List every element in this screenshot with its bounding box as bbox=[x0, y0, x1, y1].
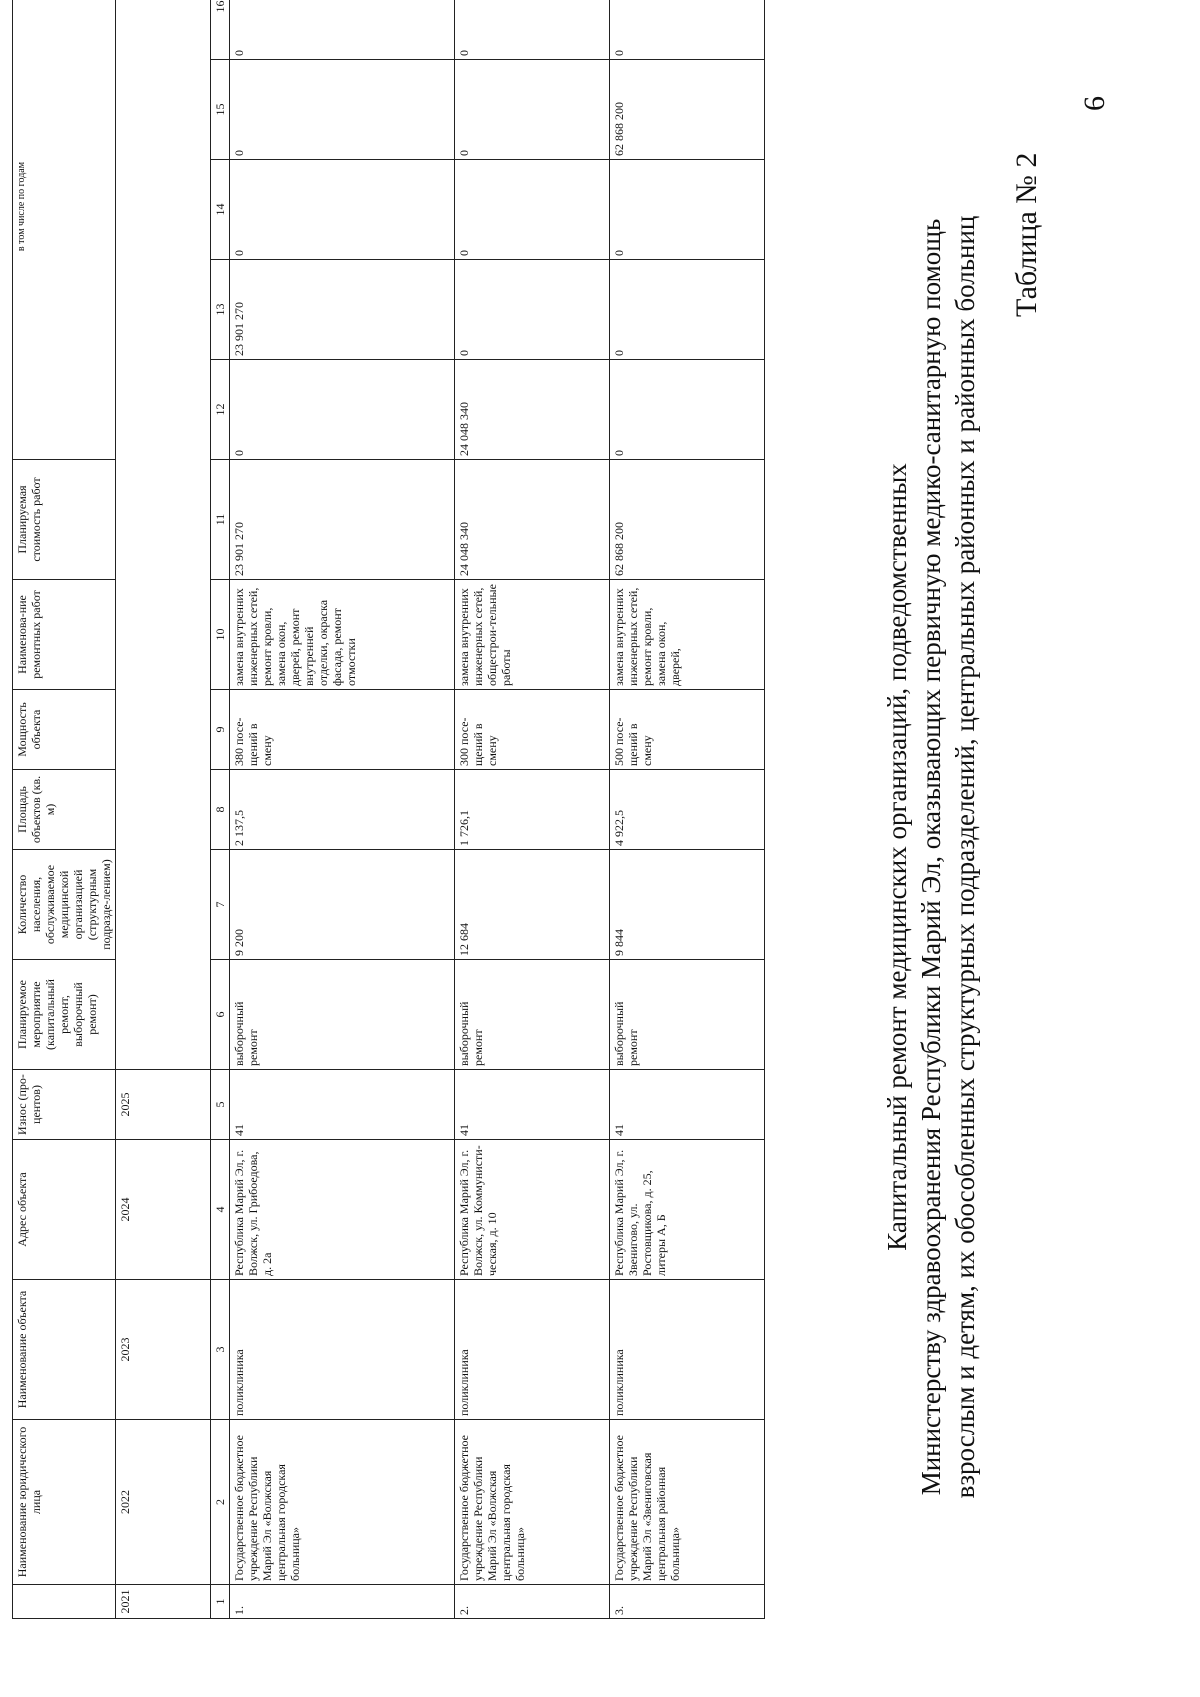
header-col7: Количество населения, обслуживаемое медицинской организацией (структурным подразде-лением) bbox=[13, 850, 116, 960]
page-number: 6 bbox=[1078, 96, 1111, 111]
cell-address: Республика Марий Эл, г. Волжск, ул. Коммунисти-ческая, д. 10 bbox=[455, 1140, 610, 1280]
title-line-1: Капитальный ремонт медицинских организаций, подведомственных bbox=[882, 463, 912, 1251]
column-number: 6 bbox=[211, 960, 230, 1070]
column-number: 11 bbox=[211, 460, 230, 580]
column-number-row bbox=[211, 0, 230, 1619]
header-col2: Наименование юридического лица bbox=[13, 1420, 116, 1585]
cell-wear: 41 bbox=[230, 1070, 455, 1140]
cell-y2023: 0 bbox=[610, 160, 765, 260]
cell-entity: Государственное бюджетное учреждение Республики Марий Эл «Волжская центральная городская больница» bbox=[230, 1420, 455, 1585]
table-row bbox=[230, 0, 455, 1619]
cell-capacity: 300 посе-щений в смену bbox=[455, 690, 610, 770]
cell-y2022: 23 901 270 bbox=[230, 260, 455, 360]
cell-y2025: 0 bbox=[230, 0, 455, 60]
cell-population: 12 684 bbox=[455, 850, 610, 960]
cell-y2022: 0 bbox=[455, 260, 610, 360]
title-line-3: взрослым и детям, их обособленных структурных подразделений, центральных районных и районных больниц bbox=[950, 215, 980, 1499]
column-number: 5 bbox=[211, 1070, 230, 1140]
document-title bbox=[880, 137, 982, 1577]
cell-works: замена внутренних инженерных сетей, ремонт кровли, замена окон, дверей, bbox=[610, 580, 765, 690]
header-year-2021: 2021 bbox=[116, 1585, 211, 1619]
column-number: 13 bbox=[211, 260, 230, 360]
cell-y2022: 0 bbox=[610, 260, 765, 360]
cell-y2023: 0 bbox=[230, 160, 455, 260]
cell-object: поликлиника bbox=[455, 1280, 610, 1420]
header-col5: Износ (про-центов) bbox=[13, 1070, 116, 1140]
header-year-2023: 2023 bbox=[116, 1280, 211, 1420]
header-year-2022: 2022 bbox=[116, 1420, 211, 1585]
column-number: 10 bbox=[211, 580, 230, 690]
header-col4: Адрес объекта bbox=[13, 1140, 116, 1280]
column-number: 12 bbox=[211, 360, 230, 460]
cell-y2021: 24 048 340 bbox=[455, 360, 610, 460]
cell-area: 4 922,5 bbox=[610, 770, 765, 850]
cell-y2021: 0 bbox=[230, 360, 455, 460]
cell-wear: 41 bbox=[455, 1070, 610, 1140]
header-col3: Наименование объекта bbox=[13, 1280, 116, 1420]
cell-capacity: 380 посе-щений в смену bbox=[230, 690, 455, 770]
column-number: 15 bbox=[211, 60, 230, 160]
header-col1 bbox=[13, 1585, 116, 1619]
cell-measure: выборочный ремонт bbox=[230, 960, 455, 1070]
cell-works: замена внутренних инженерных сетей, общестрои-тельные работы bbox=[455, 580, 610, 690]
header-col10: Наименова-ние ремонтных работ bbox=[13, 580, 116, 690]
cell-y2024: 62 868 200 bbox=[610, 60, 765, 160]
cell-n: 3. bbox=[610, 1585, 765, 1619]
header-col11: Планируемая стоимость работ bbox=[13, 460, 116, 580]
cell-cost: 24 048 340 bbox=[455, 460, 610, 580]
header-row-2 bbox=[116, 0, 211, 1619]
cell-wear: 41 bbox=[610, 1070, 765, 1140]
table-label: Таблица № 2 bbox=[1010, 152, 1043, 317]
cell-measure: выборочный ремонт bbox=[455, 960, 610, 1070]
cell-object: поликлиника bbox=[610, 1280, 765, 1420]
cell-cost: 23 901 270 bbox=[230, 460, 455, 580]
cell-n: 2. bbox=[455, 1585, 610, 1619]
header-year-2024: 2024 bbox=[116, 1140, 211, 1280]
table-row bbox=[610, 0, 765, 1619]
cell-population: 9 844 bbox=[610, 850, 765, 960]
column-number: 9 bbox=[211, 690, 230, 770]
repair-table bbox=[12, 0, 765, 1619]
header-year-2025: 2025 bbox=[116, 1070, 211, 1140]
column-number: 8 bbox=[211, 770, 230, 850]
cell-address: Республика Марий Эл, г. Звенигово, ул. Ростовщикова, д. 25, литеры А, Б bbox=[610, 1140, 765, 1280]
cell-measure: выборочный ремонт bbox=[610, 960, 765, 1070]
cell-object: поликлиника bbox=[230, 1280, 455, 1420]
cell-y2025: 0 bbox=[610, 0, 765, 60]
cell-y2021: 0 bbox=[610, 360, 765, 460]
cell-area: 2 137,5 bbox=[230, 770, 455, 850]
cell-address: Республика Марий Эл, г. Волжск, ул. Грибоедова, д. 2а bbox=[230, 1140, 455, 1280]
header-by-years: в том числе по годам bbox=[13, 0, 116, 460]
cell-capacity: 500 посе-щений в смену bbox=[610, 690, 765, 770]
cell-y2023: 0 bbox=[455, 160, 610, 260]
header-col9: Мощность объекта bbox=[13, 690, 116, 770]
cell-n: 1. bbox=[230, 1585, 455, 1619]
column-number: 2 bbox=[211, 1420, 230, 1585]
header-col6: Планируемое мероприятие (капитальный ремонт, выборочный ремонт) bbox=[13, 960, 116, 1070]
title-line-2: Министерству здравоохранения Республики Марий Эл, оказывающих первичную медико-санитарную помощь bbox=[916, 218, 946, 1496]
cell-entity: Государственное бюджетное учреждение Республики Марий Эл «Звениговская центральная районная больница» bbox=[610, 1420, 765, 1585]
column-number: 3 bbox=[211, 1280, 230, 1420]
column-number: 7 bbox=[211, 850, 230, 960]
cell-works: замена внутренних инженерных сетей, ремонт кровли, замена окон, дверей, ремонт внутренней отделки, окраска фасада, ремонт отмостки bbox=[230, 580, 455, 690]
cell-y2025: 0 bbox=[455, 0, 610, 60]
cell-entity: Государственное бюджетное учреждение Республики Марий Эл «Волжская центральная городская больница» bbox=[455, 1420, 610, 1585]
column-number: 14 bbox=[211, 160, 230, 260]
column-number: 16 bbox=[211, 0, 230, 60]
cell-y2024: 0 bbox=[230, 60, 455, 160]
column-number: 1 bbox=[211, 1585, 230, 1619]
cell-area: 1 726,1 bbox=[455, 770, 610, 850]
table-row bbox=[455, 0, 610, 1619]
cell-cost: 62 868 200 bbox=[610, 460, 765, 580]
header-col8: Площадь объектов (кв. м) bbox=[13, 770, 116, 850]
cell-y2024: 0 bbox=[455, 60, 610, 160]
column-number: 4 bbox=[211, 1140, 230, 1280]
cell-population: 9 200 bbox=[230, 850, 455, 960]
header-row-1 bbox=[13, 0, 116, 1619]
